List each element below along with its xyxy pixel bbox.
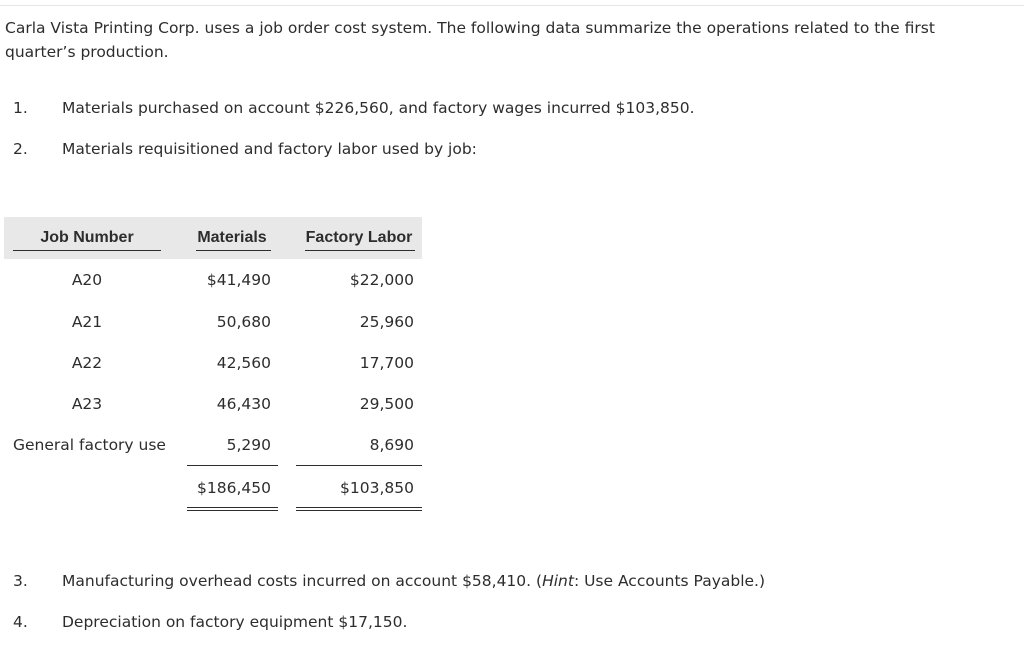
header-job-number: Job Number [40, 229, 134, 246]
list-item [0, 570, 1000, 592]
job-cell: A21 [71, 313, 103, 331]
header-underline-materials [196, 250, 271, 251]
list-text: Materials requisitioned and factory labor used by job: [62, 140, 477, 158]
labor-total: $103,850 [340, 479, 414, 497]
list-number: 4. [13, 613, 28, 631]
header-materials: Materials [197, 229, 267, 246]
list-text-part: : Use Accounts Payable.) [573, 572, 766, 590]
list-item [0, 611, 1000, 633]
header-underline-labor [305, 250, 415, 251]
double-rule-materials-bottom [187, 510, 278, 511]
list-number: 3. [13, 572, 28, 590]
header-factory-labor: Factory Labor [305, 229, 413, 246]
job-cell: A20 [71, 271, 103, 289]
list-text: Depreciation on factory equipment $17,150. [62, 613, 408, 631]
double-rule-labor-bottom [296, 510, 422, 511]
subtotal-rule-materials [187, 465, 278, 466]
hint-label: Hint [542, 572, 574, 590]
labor-cell: $22,000 [349, 271, 414, 289]
subtotal-rule-labor [296, 465, 422, 466]
list-text: Materials purchased on account $226,560, and factory wages incurred $103,850. [62, 99, 695, 117]
list-text-part: Manufacturing overhead costs incurred on account $58,410. ( [62, 572, 543, 590]
job-cell: General factory use [13, 436, 166, 454]
labor-cell: 17,700 [359, 354, 414, 372]
intro-paragraph: Carla Vista Printing Corp. uses a job order cost system. The following data summarize the operations related to the first quarter’s production. [5, 19, 935, 61]
top-divider [0, 5, 1024, 6]
list-text [62, 570, 765, 592]
labor-cell: 29,500 [359, 395, 414, 413]
materials-cell: 5,290 [226, 436, 271, 454]
job-cell: A23 [71, 395, 103, 413]
labor-cell: 8,690 [369, 436, 414, 454]
list-item [0, 138, 1000, 160]
double-rule-labor-top [296, 507, 422, 508]
materials-cell: 50,680 [216, 313, 271, 331]
double-rule-materials-top [187, 507, 278, 508]
job-cell: A22 [71, 354, 103, 372]
list-item [0, 97, 1000, 119]
list-number: 1. [13, 99, 28, 117]
materials-cell: 42,560 [216, 354, 271, 372]
header-underline-job [13, 250, 161, 251]
materials-cell: 46,430 [216, 395, 271, 413]
materials-total: $186,450 [197, 479, 271, 497]
labor-cell: 25,960 [359, 313, 414, 331]
materials-cell: $41,490 [206, 271, 271, 289]
list-number: 2. [13, 140, 28, 158]
